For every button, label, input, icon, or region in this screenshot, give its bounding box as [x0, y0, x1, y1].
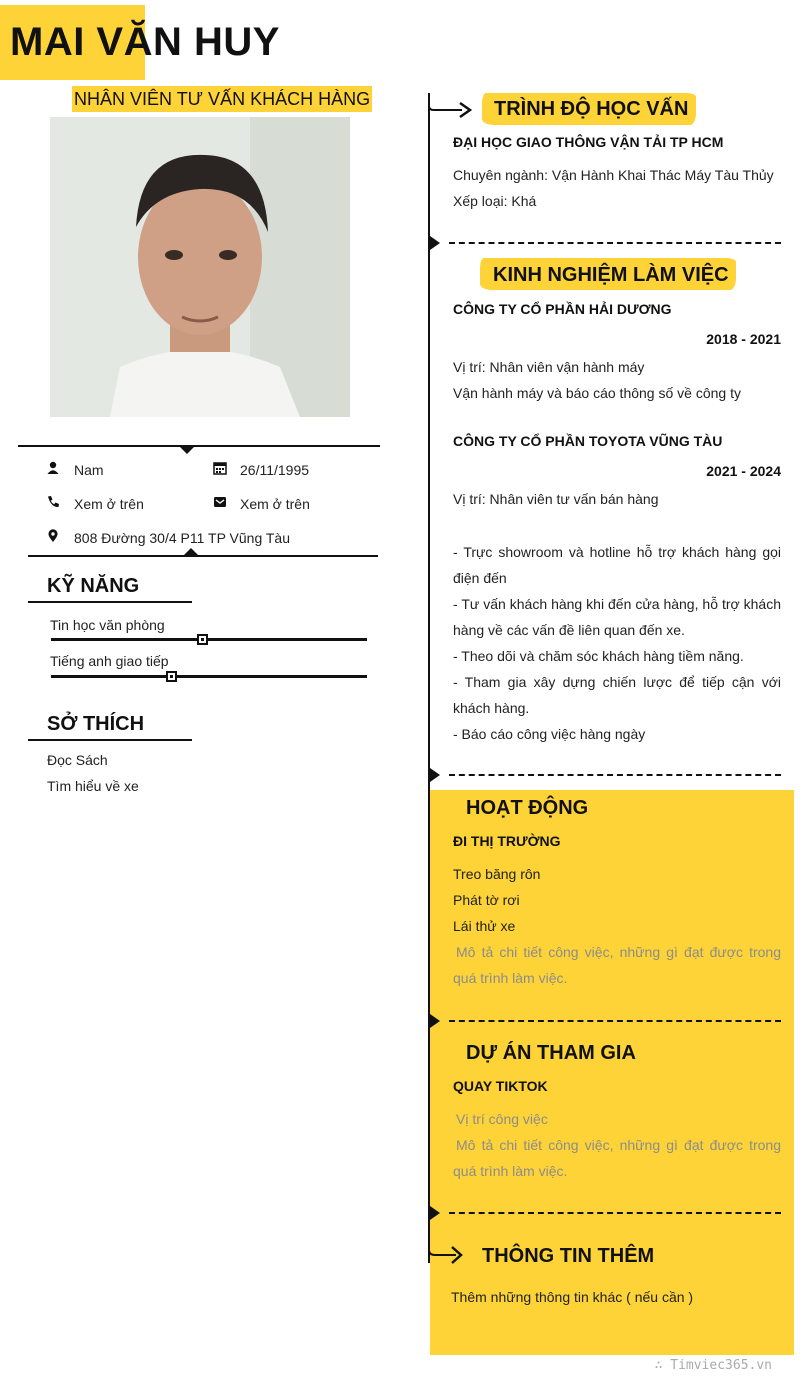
- watermark-text: Timviec365.vn: [670, 1358, 772, 1373]
- hobbies-underline: [28, 739, 192, 741]
- education-heading: TRÌNH ĐỘ HỌC VẤN: [494, 98, 689, 120]
- candidate-name: MAI VĂN HUY: [10, 20, 280, 64]
- job-duty: - Báo cáo công việc hàng ngày: [453, 726, 646, 742]
- job-period: 2018 - 2021: [706, 331, 781, 347]
- timeline-line: [428, 93, 430, 1263]
- activity-item: Treo băng rôn: [453, 866, 541, 882]
- phone-value: Xem ở trên: [74, 496, 144, 512]
- additional-text: Thêm những thông tin khác ( nếu cần ): [451, 1289, 694, 1305]
- section-marker: [430, 1014, 440, 1028]
- job-duty: - Tư vấn khách hàng khi đến cửa hàng, hỗ trợ khách hàng về các vấn đề liên quan đến xe.: [453, 596, 781, 638]
- skills-heading: KỸ NĂNG: [47, 575, 140, 597]
- section-marker: [430, 1206, 440, 1220]
- skill-bar: [51, 638, 367, 641]
- project-name: QUAY TIKTOK: [453, 1078, 548, 1094]
- watermark: [655, 1358, 772, 1373]
- logo-dots-icon: ∴: [654, 1358, 671, 1373]
- job-period: 2021 - 2024: [706, 463, 781, 479]
- arrow-right-icon: [428, 1240, 464, 1268]
- section-marker: [430, 768, 440, 782]
- job-duty: - Theo dõi và chăm sóc khách hàng tiềm năng.: [453, 648, 744, 664]
- company-name: CÔNG TY CỔ PHẦN TOYOTA VŨNG TÀU: [453, 433, 723, 449]
- experience-heading: KINH NGHIỆM LÀM VIỆC: [493, 264, 729, 286]
- activity-item: Phát tờ rơi: [453, 892, 520, 908]
- education-grade: Xếp loại: Khá: [453, 193, 537, 209]
- phone-icon: [46, 495, 60, 509]
- arrow-right-icon: [428, 98, 472, 122]
- skill-name: Tin học văn phòng: [50, 617, 165, 633]
- section-marker: [430, 236, 440, 250]
- job-description: Vận hành máy và báo cáo thông số về công ty: [453, 385, 741, 401]
- hobby-item: Tìm hiểu về xe: [47, 778, 139, 794]
- hobbies-heading: SỞ THÍCH: [47, 713, 145, 735]
- projects-heading: DỰ ÁN THAM GIA: [466, 1042, 636, 1064]
- section-divider: [449, 242, 781, 244]
- hobby-item: Đọc Sách: [47, 752, 108, 768]
- skill-bar: [51, 675, 367, 678]
- job-position: Vị trí: Nhân viên vận hành máy: [453, 359, 645, 375]
- job-position: Vị trí: Nhân viên tư vấn bán hàng: [453, 491, 659, 507]
- skill-name: Tiếng anh giao tiếp: [50, 653, 169, 669]
- school-name: ĐẠI HỌC GIAO THÔNG VẬN TẢI TP HCM: [453, 134, 724, 150]
- job-title: NHÂN VIÊN TƯ VẤN KHÁCH HÀNG: [72, 86, 372, 112]
- activity-item: Lái thử xe: [453, 918, 516, 934]
- activity-name: ĐI THỊ TRƯỜNG: [453, 833, 561, 849]
- info-top-marker: [179, 446, 195, 454]
- section-divider: [449, 1020, 781, 1022]
- envelope-icon: [213, 495, 227, 509]
- job-duty: - Tham gia xây dựng chiến lược để tiếp cận với khách hàng.: [453, 674, 781, 716]
- skill-level-marker: [166, 671, 177, 682]
- section-divider: [449, 1212, 781, 1214]
- info-bottom-marker: [183, 548, 199, 556]
- birthday-value: 26/11/1995: [240, 462, 310, 478]
- education-major: Chuyên ngành: Vận Hành Khai Thác Máy Tàu Thủy: [453, 167, 774, 183]
- info-bottom-rule: [28, 555, 378, 557]
- job-duty: - Trực showroom và hotline hỗ trợ khách hàng gọi điện đến: [453, 544, 781, 586]
- calendar-icon: [213, 461, 227, 475]
- user-icon: [46, 461, 60, 475]
- project-position: Vị trí công việc: [456, 1111, 548, 1127]
- company-name: CÔNG TY CỔ PHẦN HẢI DƯƠNG: [453, 301, 672, 317]
- map-marker-icon: [46, 529, 60, 543]
- address-value: 808 Đường 30/4 P11 TP Vũng Tàu: [74, 530, 291, 546]
- email-value: Xem ở trên: [240, 496, 310, 512]
- skills-underline: [28, 601, 192, 603]
- section-divider: [449, 774, 781, 776]
- profile-photo: [50, 117, 350, 417]
- info-top-rule: [18, 445, 380, 447]
- additional-heading: THÔNG TIN THÊM: [482, 1245, 655, 1267]
- activities-heading: HOẠT ĐỘNG: [466, 797, 589, 819]
- project-description: Mô tả chi tiết công việc, những gì đạt được trong quá trình làm việc.: [453, 1137, 781, 1179]
- skill-level-marker: [197, 634, 208, 645]
- activity-description: Mô tả chi tiết công việc, những gì đạt được trong quá trình làm việc.: [453, 944, 781, 986]
- gender-value: Nam: [74, 462, 104, 478]
